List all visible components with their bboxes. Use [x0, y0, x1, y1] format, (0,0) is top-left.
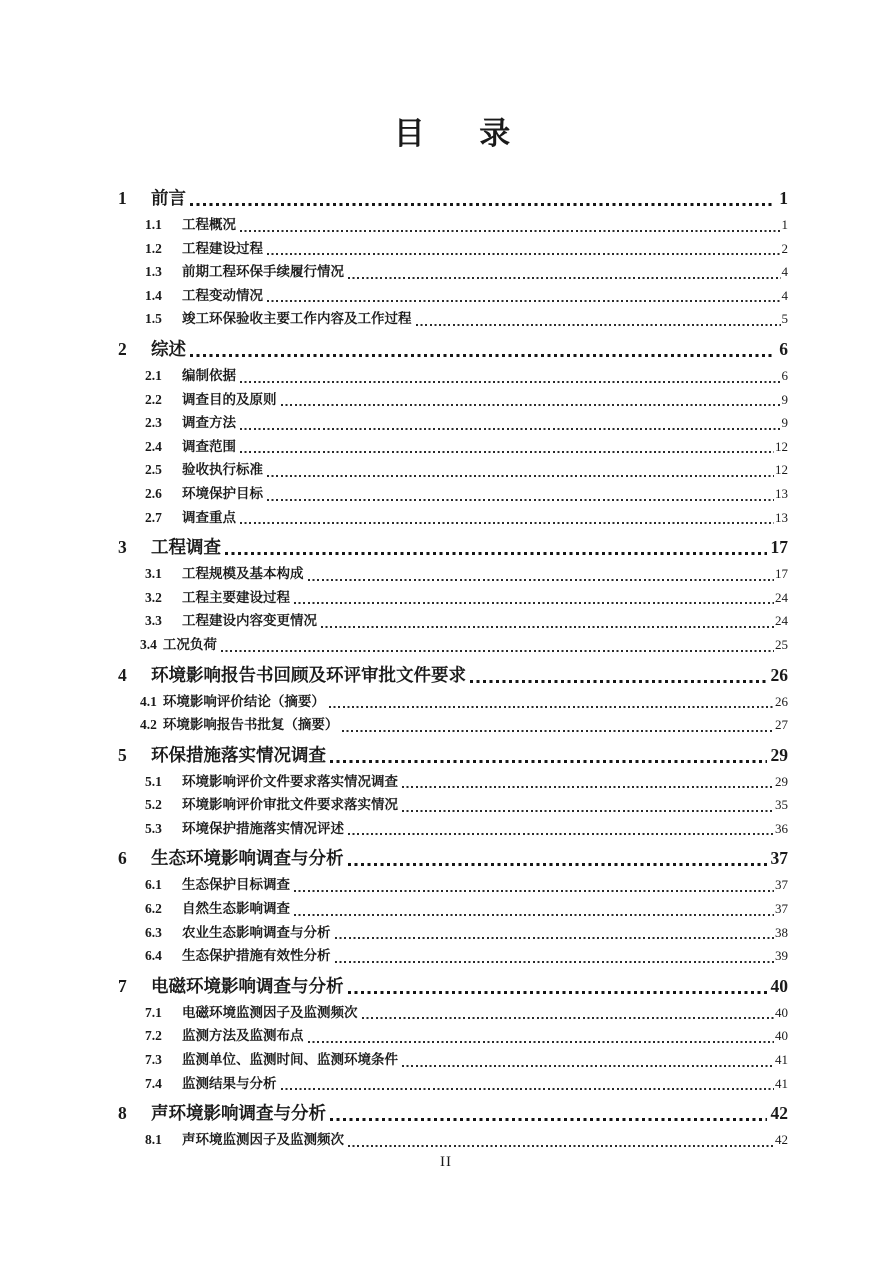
toc-entry-page: 42 [770, 1103, 788, 1124]
toc-entry-label: 环境影响评价结论（摘要） [162, 693, 325, 709]
dotted-leader [267, 300, 781, 302]
toc-entry-label: 前言 [151, 188, 186, 208]
toc-entry-number: 8 [118, 1103, 127, 1124]
toc-entry-number: 3 [118, 537, 127, 558]
toc-entry [118, 533, 788, 562]
toc-entry-number: 7.4 [145, 1075, 162, 1091]
toc-entry [118, 213, 788, 237]
toc-entry-page: 4 [781, 287, 788, 303]
toc-entry [118, 364, 788, 388]
dotted-leader [294, 602, 774, 604]
toc-entry-page: 37 [770, 848, 788, 869]
toc-entry-page: 2 [781, 240, 788, 256]
toc-entry [118, 817, 788, 841]
toc-entry-label: 工程建设内容变更情况 [182, 613, 317, 629]
toc-entry-number: 2.3 [145, 415, 162, 431]
toc-entry [118, 844, 788, 873]
toc-entry-label: 工程概况 [182, 217, 236, 232]
toc-entry-label: 声环境监测因子及监测频次 [182, 1132, 344, 1148]
toc-entry-number: 6.3 [145, 924, 162, 940]
toc-entry [118, 388, 788, 412]
toc-entry-page: 1 [781, 217, 788, 232]
toc-entry-page: 17 [770, 537, 788, 558]
toc-entry [118, 921, 788, 945]
toc-entry-number: 1.3 [145, 264, 162, 280]
dotted-leader [281, 404, 781, 406]
toc-entry-number: 3.3 [145, 613, 162, 629]
toc-entry-label: 环境影响评价文件要求落实情况调查 [182, 773, 398, 789]
dotted-leader [190, 203, 775, 206]
toc-entry-page: 9 [781, 391, 788, 407]
toc-entry-number: 2 [118, 338, 127, 359]
toc-entry-number: 6.2 [145, 901, 162, 917]
dotted-leader [308, 579, 775, 581]
toc-entry-label: 工程调查 [151, 537, 221, 558]
toc-entry-number: 3.1 [145, 566, 162, 582]
toc-entry [118, 609, 788, 633]
toc-entry-number: 3.2 [145, 589, 162, 605]
toc-entry-number: 2.2 [145, 391, 162, 407]
toc-entry-label: 生态保护目标调查 [182, 877, 290, 893]
toc-entry-page: 29 [770, 744, 788, 765]
dotted-leader [329, 706, 774, 708]
toc-entry-page: 26 [770, 664, 788, 685]
toc-entry-label: 监测结果与分析 [182, 1075, 277, 1091]
toc-entry-page: 29 [775, 773, 788, 789]
toc-entry [118, 690, 788, 714]
dotted-leader [267, 499, 774, 501]
toc-entry-number: 5.1 [145, 773, 162, 789]
toc-entry [118, 458, 788, 482]
toc-entry-page: 38 [775, 924, 788, 940]
dotted-leader [335, 961, 775, 963]
toc-entry-page: 26 [775, 693, 788, 709]
toc-entry-number: 2.6 [145, 485, 162, 501]
toc-entry-page: 12 [775, 438, 788, 454]
toc-entry [118, 661, 788, 690]
toc-entry-number: 2.7 [145, 509, 162, 525]
dotted-leader [267, 475, 774, 477]
toc-entry-number: 6.1 [145, 877, 162, 893]
toc-entry-page: 36 [775, 820, 788, 836]
toc-entry-label: 验收执行标准 [182, 462, 263, 478]
toc-entry-label: 电磁环境影响调查与分析 [151, 975, 344, 996]
dotted-leader [240, 522, 774, 524]
toc-entry-label: 环境保护目标 [182, 485, 263, 501]
toc-entry-number: 7 [118, 975, 127, 996]
toc-entry-label: 调查目的及原则 [182, 391, 277, 407]
toc-entry [118, 897, 788, 921]
dotted-leader [330, 760, 767, 763]
dotted-leader [348, 991, 767, 994]
dotted-leader [348, 1145, 774, 1147]
toc-entry-number: 1.1 [145, 217, 162, 232]
dotted-leader [240, 381, 781, 383]
toc-entry-label: 工程规模及基本构成 [182, 566, 304, 582]
toc-entry-number: 6.4 [145, 948, 162, 964]
toc-entry [118, 435, 788, 459]
toc-entry [118, 562, 788, 586]
toc-entry-page: 1 [779, 188, 788, 208]
dotted-leader [470, 680, 767, 683]
dotted-leader [348, 833, 774, 835]
toc-entry-page: 17 [775, 566, 788, 582]
toc-entry-number: 8.1 [145, 1132, 162, 1148]
toc-entry-number: 1 [118, 188, 127, 208]
toc-entry [118, 586, 788, 610]
toc-entry [118, 633, 788, 657]
toc-entry-number: 4.1 [140, 693, 157, 709]
dotted-leader [362, 1017, 775, 1019]
toc-entry-label: 编制依据 [182, 367, 236, 383]
dotted-leader [308, 1041, 775, 1043]
toc-entry [118, 770, 788, 794]
toc-entry-number: 2.1 [145, 367, 162, 383]
toc-entry [118, 237, 788, 261]
dotted-leader [342, 730, 774, 732]
toc-entry-page: 4 [781, 264, 788, 280]
toc-entry-page: 37 [775, 877, 788, 893]
toc-entry-page: 35 [775, 797, 788, 813]
toc-entry-label: 生态环境影响调查与分析 [151, 848, 344, 869]
toc-entry [118, 284, 788, 308]
toc-entry [118, 713, 788, 737]
toc-entry-number: 6 [118, 848, 127, 869]
toc-entry-label: 前期工程环保手续履行情况 [182, 264, 344, 280]
toc-entry-label: 工程主要建设过程 [182, 589, 290, 605]
toc-entry-number: 3.4 [140, 636, 157, 652]
dotted-leader [225, 552, 767, 555]
toc-entry [118, 741, 788, 770]
toc-entry-page: 37 [775, 901, 788, 917]
toc-entry-number: 7.1 [145, 1004, 162, 1020]
toc-entry-label: 声环境影响调查与分析 [151, 1103, 326, 1124]
toc-entry-page: 6 [779, 338, 788, 359]
toc-entry-number: 1.5 [145, 311, 162, 327]
dotted-leader [240, 428, 781, 430]
toc-entry [118, 1048, 788, 1072]
toc-entry-label: 工程变动情况 [182, 287, 263, 303]
toc-entry-page: 40 [775, 1004, 788, 1020]
toc-entry [118, 793, 788, 817]
toc-entry-number: 7.2 [145, 1028, 162, 1044]
toc-entry-number: 5 [118, 744, 127, 765]
dotted-leader [240, 451, 774, 453]
dotted-leader [190, 354, 775, 357]
toc-entry [118, 506, 788, 530]
dotted-leader [294, 890, 774, 892]
toc-entry-page: 5 [781, 311, 788, 327]
toc-entry [118, 335, 788, 364]
toc-entry-label: 调查重点 [182, 509, 236, 525]
toc-entry-number: 2.5 [145, 462, 162, 478]
toc-entry-label: 环境保护措施落实情况评述 [182, 820, 344, 836]
dotted-leader [321, 626, 774, 628]
dotted-leader [335, 937, 775, 939]
toc-entry-number: 5.2 [145, 797, 162, 813]
dotted-leader [348, 277, 781, 279]
toc-entry-label: 电磁环境监测因子及监测频次 [182, 1004, 358, 1020]
dotted-leader [330, 1118, 767, 1121]
toc-entry [118, 1099, 788, 1128]
toc-entry-page: 39 [775, 948, 788, 964]
toc-entry-page: 6 [781, 367, 788, 383]
toc-entry-label: 调查方法 [182, 415, 236, 431]
toc-title: 目 录 [393, 116, 513, 151]
dotted-leader [281, 1088, 775, 1090]
dotted-leader [416, 324, 781, 326]
toc-entry-number: 4 [118, 664, 127, 685]
toc-entry-label: 工程建设过程 [182, 240, 263, 256]
toc-entry-label: 工况负荷 [162, 636, 217, 652]
toc-entry-label: 竣工环保验收主要工作内容及工作过程 [182, 311, 412, 327]
toc-entry-page: 27 [775, 717, 788, 733]
toc-entry-page: 41 [775, 1075, 788, 1091]
toc-entry-label: 生态保护措施有效性分析 [182, 948, 331, 964]
toc-entry-page: 24 [775, 613, 788, 629]
toc-entry [118, 944, 788, 968]
toc-entry-page: 42 [775, 1132, 788, 1148]
toc-entry-page: 9 [781, 415, 788, 431]
toc-entry-page: 41 [775, 1052, 788, 1068]
toc-entry-label: 环境影响评价审批文件要求落实情况 [182, 797, 398, 813]
dotted-leader [294, 914, 774, 916]
toc-entry-label: 农业生态影响调查与分析 [182, 924, 331, 940]
toc-entry-number: 2.4 [145, 438, 162, 454]
toc-entry-label: 环境影响报告书批复（摘要） [162, 717, 339, 733]
toc-entry [118, 260, 788, 284]
toc-entry-label: 监测方法及监测布点 [182, 1028, 304, 1044]
toc-entry-number: 7.3 [145, 1052, 162, 1068]
toc-entry [118, 873, 788, 897]
dotted-leader [240, 230, 781, 232]
toc-entry [118, 307, 788, 331]
toc-entry-page: 13 [775, 485, 788, 501]
toc-entry-label: 环境影响报告书回顾及环评审批文件要求 [151, 664, 466, 685]
toc-entry [118, 1024, 788, 1048]
toc-list [118, 184, 788, 1152]
toc-entry [118, 1001, 788, 1025]
toc-entry [118, 482, 788, 506]
toc-entry-number: 1.4 [145, 287, 162, 303]
dotted-leader [402, 1065, 774, 1067]
toc-entry-page: 12 [775, 462, 788, 478]
dotted-leader [221, 650, 774, 652]
toc-entry-page: 24 [775, 589, 788, 605]
toc-entry-label: 环保措施落实情况调查 [151, 744, 326, 765]
toc-entry-label: 自然生态影响调查 [182, 901, 290, 917]
toc-entry-number: 4.2 [140, 717, 157, 733]
toc-entry [118, 184, 788, 213]
toc-entry-page: 13 [775, 509, 788, 525]
toc-entry [118, 1128, 788, 1152]
toc-entry [118, 972, 788, 1001]
toc-entry-label: 调查范围 [182, 438, 236, 454]
toc-entry-number: 5.3 [145, 820, 162, 836]
dotted-leader [402, 810, 774, 812]
dotted-leader [267, 253, 781, 255]
toc-entry-label: 监测单位、监测时间、监测环境条件 [182, 1052, 398, 1068]
dotted-leader [348, 863, 767, 866]
toc-entry-label: 综述 [151, 338, 186, 359]
toc-entry-page: 25 [775, 636, 788, 652]
toc-entry [118, 1072, 788, 1096]
toc-entry-number: 1.2 [145, 240, 162, 256]
toc-entry [118, 411, 788, 435]
footer-page-number: II [440, 1154, 452, 1170]
toc-entry-page: 40 [770, 975, 788, 996]
dotted-leader [402, 786, 774, 788]
toc-entry-page: 40 [775, 1028, 788, 1044]
